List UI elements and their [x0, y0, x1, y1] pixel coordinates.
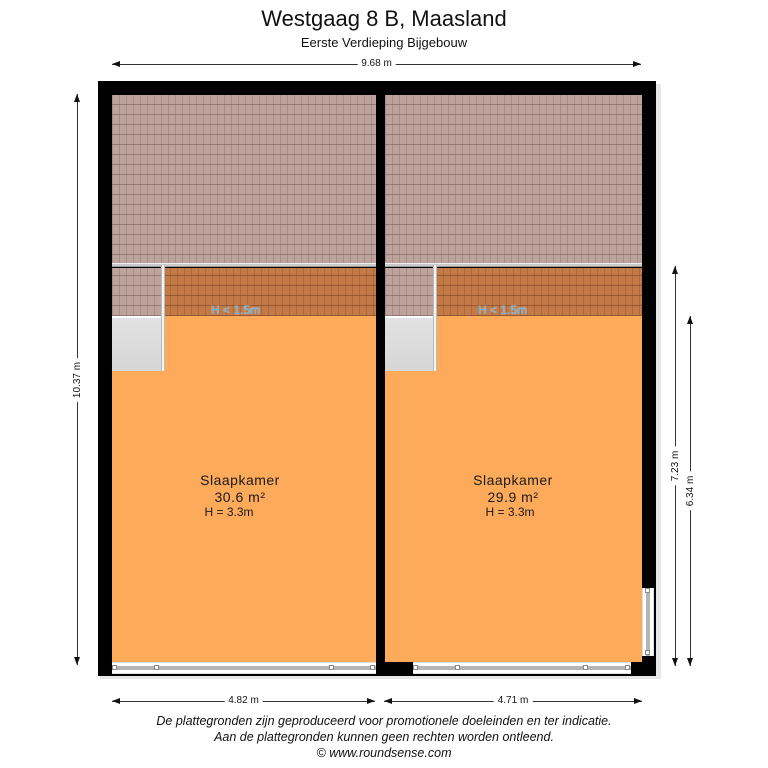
- right-inner-height-label: 6.34 m: [685, 472, 697, 511]
- disclaimer-line-1: De plattegronden zijn geproduceerd voor promotionele doeleinden en ter indicatie.: [156, 714, 612, 728]
- left-low-ceiling-label: H < 1.5m: [211, 303, 261, 317]
- total-width-dimension: [112, 58, 641, 69]
- left-bottom-window[interactable]: [112, 662, 376, 674]
- right-stairwell[interactable]: [385, 316, 434, 371]
- left-room-area: 30.6 m²: [214, 489, 266, 505]
- left-low-ceiling-area: [163, 268, 376, 316]
- right-low-ceiling-area: [436, 268, 642, 316]
- left-gutter: [112, 263, 376, 267]
- right-room-width-dimension: [384, 695, 642, 706]
- left-stair-roof: [112, 268, 163, 316]
- copyright-link[interactable]: © www.roundsense.com: [316, 746, 452, 760]
- total-width-label: 9.68 m: [357, 57, 396, 71]
- total-height-dimension: [71, 94, 83, 665]
- middle-wall: [376, 81, 385, 676]
- left-room-name: Slaapkamer: [200, 472, 280, 488]
- right-roof-area: [385, 95, 642, 265]
- left-stairwell[interactable]: [112, 316, 162, 371]
- page-title: Westgaag 8 B, Maasland: [261, 6, 507, 31]
- right-room-width-label: 4.71 m: [494, 694, 533, 708]
- right-low-ceiling-label: H < 1.5m: [478, 303, 528, 317]
- left-room-height: H = 3.3m: [204, 505, 254, 519]
- right-room-label: [433, 472, 593, 519]
- left-roof-area: [112, 95, 376, 265]
- right-room-height: H = 3.3m: [485, 505, 535, 519]
- right-bottom-window[interactable]: [413, 662, 631, 674]
- right-gutter: [385, 263, 642, 267]
- left-room-width-dimension: [112, 695, 375, 706]
- disclaimer-line-2: Aan de plattegronden kunnen geen rechten worden ontleend.: [214, 730, 554, 744]
- right-side-window[interactable]: [642, 588, 654, 656]
- right-outer-height-label: 7.23 m: [670, 447, 682, 486]
- right-outer-height-dimension: [669, 266, 681, 666]
- total-height-label: 10.37 m: [72, 357, 84, 401]
- left-room-width-label: 4.82 m: [224, 694, 263, 708]
- right-stair-roof: [385, 268, 436, 316]
- floor-subtitle: Eerste Verdieping Bijgebouw: [300, 35, 468, 50]
- left-stair-railing: [161, 265, 165, 371]
- right-inner-height-dimension: [684, 316, 696, 666]
- left-room-label: [160, 472, 320, 519]
- right-stair-railing: [433, 265, 437, 371]
- right-room-name: Slaapkamer: [473, 472, 553, 488]
- right-room-area: 29.9 m²: [487, 489, 539, 505]
